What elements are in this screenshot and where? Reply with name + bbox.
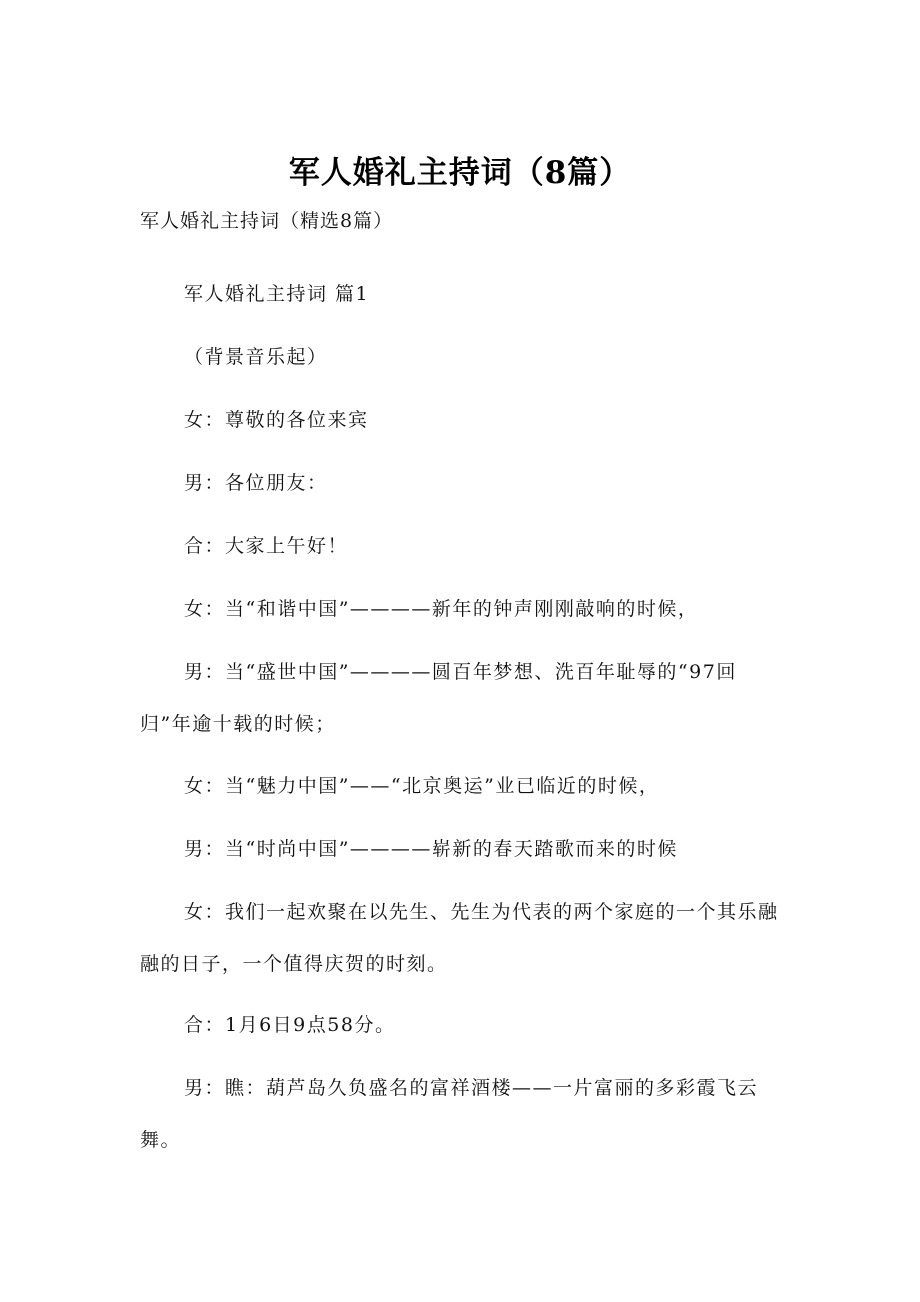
paragraph: 女：我们一起欢聚在以先生、先生为代表的两个家庭的一个其乐融融的日子，一个值得庆贺的时刻。 xyxy=(140,901,779,975)
stage-direction: （背景音乐起） xyxy=(184,346,328,368)
paragraph: 合：大家上午好！ xyxy=(184,535,349,557)
paragraph: 男：瞧：葫芦岛久负盛名的富祥酒楼——一片富丽的多彩霞飞云舞。 xyxy=(140,1077,759,1151)
paragraph: 女：当“魅力中国”——“北京奥运”业已临近的时候， xyxy=(184,775,660,797)
paragraph: 男：当“时尚中国”————崭新的春天踏歌而来的时候 xyxy=(184,838,678,860)
paragraph: 男：各位朋友： xyxy=(184,472,328,494)
paragraph: 男：当“盛世中国”————圆百年梦想、洗百年耻辱的“97回归”年逾十载的时候； xyxy=(140,661,737,735)
document-subtitle: 军人婚礼主持词（精选8篇） xyxy=(140,210,394,232)
paragraph: 女：尊敬的各位来宾 xyxy=(184,409,369,431)
paragraph: 女：当“和谐中国”————新年的钟声刚刚敲响的时候， xyxy=(184,598,699,620)
section-heading: 军人婚礼主持词 篇1 xyxy=(184,283,370,305)
paragraph: 合：1月6日9点58分。 xyxy=(184,1014,396,1036)
document-title: 军人婚礼主持词（8篇） xyxy=(288,155,632,191)
